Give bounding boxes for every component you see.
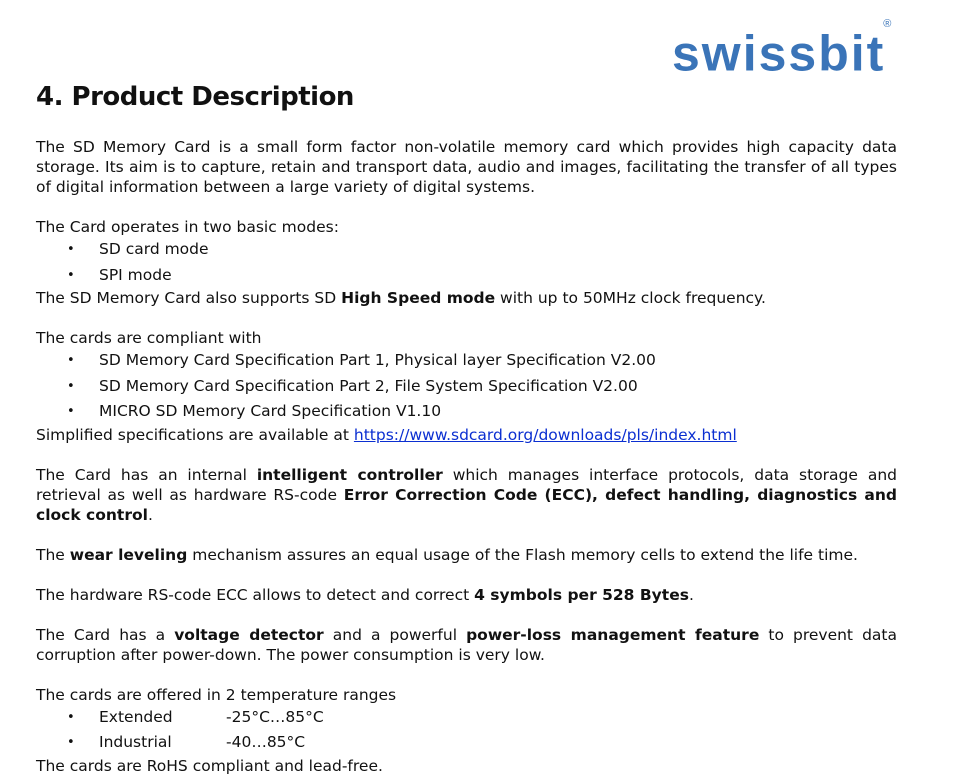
bullet-icon: •: [67, 709, 75, 725]
rohs-statement: The cards are RoHS compliant and lead-free.: [36, 756, 383, 775]
list-item: • SD Memory Card Specification Part 1, Physical layer Specification V2.00: [36, 348, 897, 374]
compliance-list: [36, 348, 897, 425]
registered-mark: ®: [883, 18, 892, 30]
document-body: [36, 137, 897, 776]
logo-text: swissbit: [672, 25, 886, 82]
intro-paragraph: The SD Memory Card is a small form factor non-volatile memory card which provides high capacity data storage. Its aim is to capture, retain and transport data, audio and images, facilitating the transfer of all types of digital information between a large variety of digital systems.: [36, 138, 897, 196]
voltage-paragraph: The Card has a voltage detector and a powerful power-loss management feature to prevent data corruption after power-down. The power consumption is very low.: [36, 625, 897, 664]
wear-leveling-paragraph: The wear leveling mechanism assures an equal usage of the Flash memory cells to extend the life time.: [36, 545, 858, 564]
bullet-icon: •: [67, 353, 75, 368]
list-item: • MICRO SD Memory Card Specification V1.10: [36, 399, 897, 425]
controller-paragraph: The Card has an internal intelligent controller which manages interface protocols, data storage and retrieval as well as hardware RS-code Error Correction Code (ECC), defect handling, diagnostics and clock control.: [36, 465, 898, 524]
bullet-icon: •: [67, 267, 75, 283]
modes-lead: The Card operates in two basic modes:: [36, 218, 339, 236]
sdcard-spec-link[interactable]: https://www.sdcard.org/downloads/pls/index.html: [353, 425, 737, 444]
swissbit-logo: [672, 18, 893, 82]
list-item: • SD card mode: [36, 237, 897, 263]
modes-list: [36, 237, 897, 288]
bullet-icon: •: [67, 242, 75, 257]
bullet-icon: •: [67, 378, 75, 394]
list-item: • SPI mode: [36, 263, 897, 289]
high-speed-paragraph: The SD Memory Card also supports SD High Speed mode with up to 50MHz clock frequency.: [36, 289, 766, 307]
bullet-icon: •: [67, 735, 75, 750]
temperature-lead: The cards are offered in 2 temperature ranges: [36, 685, 397, 704]
page-title: 4. Product Description: [36, 82, 354, 112]
temperature-list: [36, 705, 897, 756]
list-item: • Extended -25°C…85°C: [36, 705, 897, 731]
compliance-lead: The cards are compliant with: [36, 329, 262, 347]
list-item: • SD Memory Card Specification Part 2, File System Specification V2.00: [36, 374, 897, 400]
spec-availability: Simplified specifications are available at https://www.sdcard.org/downloads/pls/index.html: [36, 425, 737, 444]
ecc-paragraph: The hardware RS-code ECC allows to detect and correct 4 symbols per 528 Bytes.: [36, 585, 694, 604]
bullet-icon: •: [67, 404, 75, 419]
list-item: • Industrial -40…85°C: [36, 730, 897, 756]
